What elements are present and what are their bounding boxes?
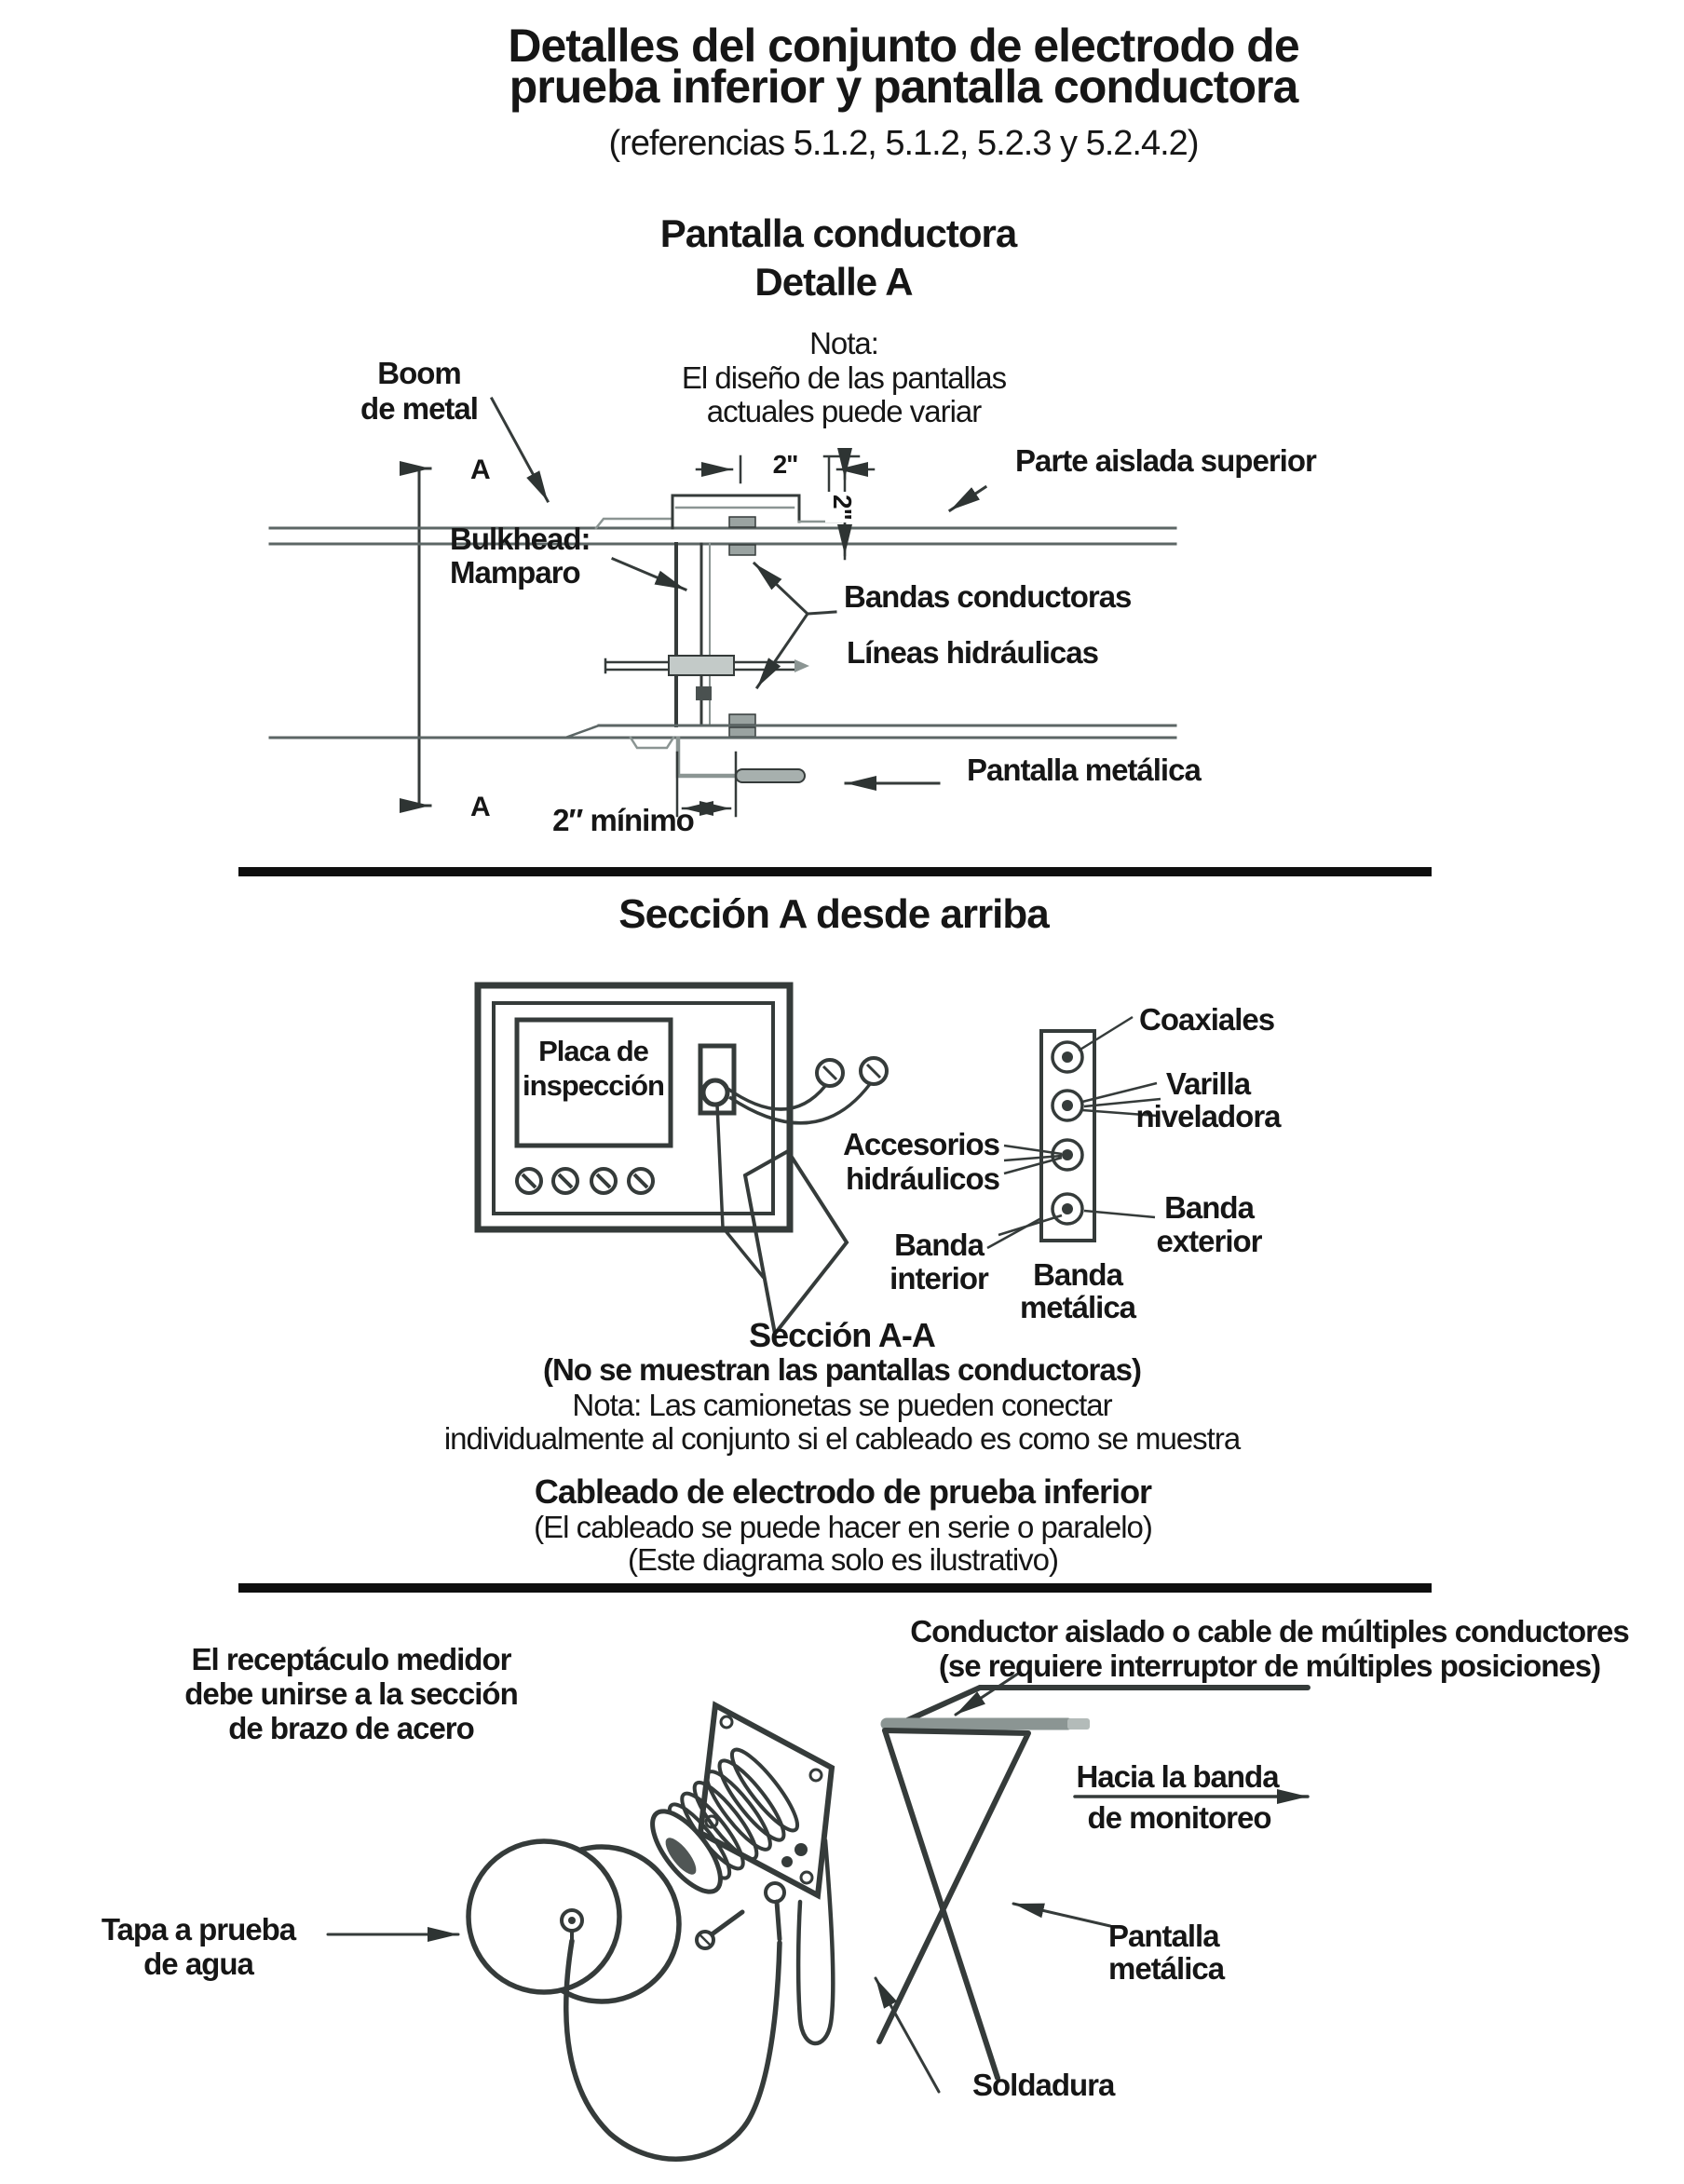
label-receptaculo-line1: El receptáculo medidor [191,1642,511,1676]
label-varilla-line2: niveladora [1135,1099,1281,1133]
label-pantalla-metalica-d3-line1: Pantalla [1108,1919,1219,1953]
dimension-2in-right: 2" [825,492,859,522]
page-title-refs: (referencias 5.1.2, 5.1.2, 5.2.3 y 5.2.4.2) [608,124,1199,163]
caption-nota-line1: Nota: Las camionetas se pueden conectar [572,1388,1112,1422]
label-banda-interior-line1: Banda [894,1228,984,1262]
label-placa-line2: inspección [523,1069,664,1102]
label-conductor-line2: (se requiere interruptor de múltiples posiciones) [938,1648,1601,1683]
band-clamps [729,517,755,737]
label-receptaculo-line2: debe unirse a la sección [184,1676,518,1711]
note-line1: Nota: [809,326,878,360]
divider-bottom [238,1583,1432,1593]
label-lineas-hidraulicas: Líneas hidráulicas [847,635,1098,670]
label-placa-line1: Placa de [538,1035,648,1067]
dimension-2in-minimo: 2″ mínimo [552,803,694,837]
label-receptaculo-line3: de brazo de acero [228,1711,474,1745]
dimension-2in-top: 2" [770,448,801,482]
cableado-drawing [328,1674,1308,2159]
section-marker-a-top: A [470,454,490,485]
divider-top [238,867,1432,876]
label-parte-aislada: Parte aislada superior [1015,443,1316,478]
label-bandas-conductoras: Bandas conductoras [844,579,1132,614]
label-pantalla-metalica-d1: Pantalla metálica [967,753,1201,787]
heading-seccion-a: Sección A desde arriba [618,891,1049,937]
label-accesorios-line2: hidráulicos [845,1161,999,1196]
heading-detalle-a: Detalle A [754,260,913,304]
label-boom-line2: de metal [360,391,478,426]
heading-pantalla-conductora: Pantalla conductora [659,211,1017,255]
note-line3: actuales puede variar [706,394,982,428]
label-bulkhead-line1: Bulkhead: [450,522,591,556]
note-line2: El diseño de las pantallas [681,360,1007,395]
label-soldadura: Soldadura [972,2068,1115,2102]
label-accesorios-line1: Accesorios [843,1127,999,1161]
caption-no-se-muestran: (No se muestran las pantallas conductoras) [542,1352,1142,1387]
page-title-line1: Detalles del conjunto de electrodo de [508,20,1299,72]
section-marker-a-bottom: A [470,792,490,822]
label-tapa-line2: de agua [143,1947,253,1981]
heading-cableado-sub2: (Este diagrama solo es ilustrativo) [627,1542,1059,1577]
label-tapa-line1: Tapa a prueba [101,1912,296,1947]
label-banda-exterior-line2: exterior [1156,1224,1262,1258]
label-coaxiales: Coaxiales [1139,1002,1275,1037]
label-bulkhead-line2: Mamparo [450,555,580,590]
label-hacia-line2: de monitoreo [1087,1800,1271,1835]
heading-cableado-sub1: (El cableado se puede hacer en serie o paralelo) [534,1510,1152,1544]
label-boom-line1: Boom [377,356,461,390]
label-banda-interior-line2: interior [890,1261,988,1295]
label-pantalla-metalica-d3-line2: metálica [1108,1951,1225,1986]
label-varilla-line1: Varilla [1165,1066,1251,1101]
caption-nota-line2: individualmente al conjunto si el cableado es como se muestra [443,1421,1241,1456]
label-hacia-line1: Hacia la banda [1076,1759,1279,1794]
label-banda-metalica-line1: Banda [1033,1257,1122,1292]
label-banda-exterior-line1: Banda [1164,1190,1254,1225]
heading-cableado: Cableado de electrodo de prueba inferior [534,1472,1152,1511]
page-title-line2: prueba inferior y pantalla conductora [509,61,1298,113]
label-conductor-line1: Conductor aislado o cable de múltiples conductores [910,1614,1629,1648]
caption-seccion-aa: Sección A-A [749,1316,935,1354]
label-banda-metalica-line2: metálica [1019,1290,1136,1324]
